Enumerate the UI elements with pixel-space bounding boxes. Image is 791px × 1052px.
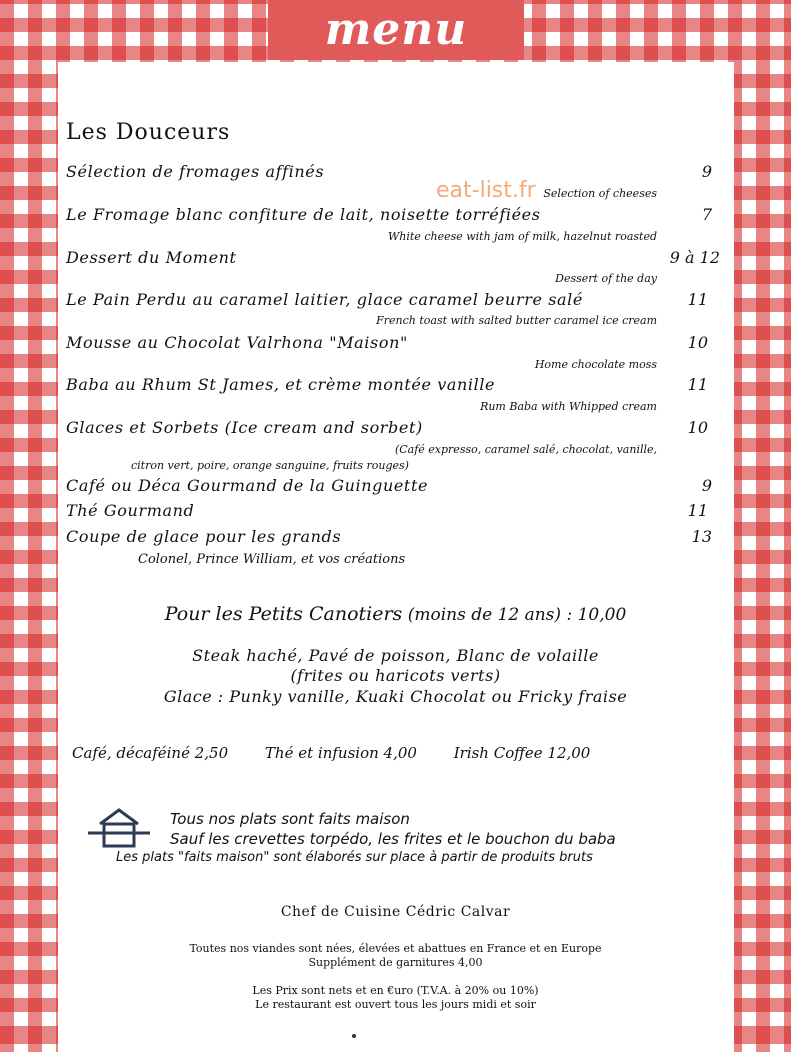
item-name: Baba au Rhum St James, et crème montée vanille [66, 375, 496, 394]
drink-irish-coffee: Irish Coffee 12,00 [453, 744, 591, 762]
menu-item [66, 501, 720, 523]
item-price: 13 [691, 527, 712, 546]
item-name: Le Pain Perdu au caramel laitier, glace caramel beurre salé [66, 290, 583, 309]
item-name: Coupe de glace pour les grands [66, 527, 342, 546]
item-price: 9 [701, 162, 712, 181]
menu-item [66, 162, 720, 184]
menu-item [66, 476, 720, 498]
item-price: 10 [687, 418, 708, 437]
footer-line: Le restaurant est ouvert tous les jours midi et soir [255, 998, 536, 1011]
kids-price: 10,00 [577, 605, 627, 625]
item-price: 9 à 12 [669, 248, 720, 267]
house-icon [88, 806, 150, 852]
item-name: Café ou Déca Gourmand de la Guinguette [66, 476, 429, 495]
item-price: 10 [687, 333, 708, 352]
item-desc: Dessert of the day [555, 272, 657, 285]
kids-age: (moins de 12 ans) : [407, 605, 573, 625]
item-desc: French toast with salted butter caramel ice cream [376, 314, 657, 327]
item-name: Glaces et Sorbets (Ice cream and sorbet) [66, 418, 423, 437]
item-desc: Rum Baba with Whipped cream [480, 400, 657, 413]
item-price: 11 [687, 375, 708, 394]
item-desc: Selection of cheeses [543, 187, 657, 200]
homemade-note: Les plats "faits maison" sont élaborés sur place à partir de produits bruts [116, 850, 593, 865]
item-price: 7 [701, 205, 712, 224]
item-name: Thé Gourmand [66, 501, 195, 520]
item-name: Mousse au Chocolat Valrhona "Maison" [66, 333, 408, 352]
item-price: 11 [687, 501, 708, 520]
drink-coffee: Café, décaféiné 2,50 [72, 744, 229, 762]
item-desc: White cheese with jam of milk, hazelnut roasted [387, 230, 657, 243]
menu-banner [268, 0, 524, 60]
menu-item [66, 333, 720, 355]
item-desc: citron vert, poire, orange sanguine, fruits rouges) [131, 459, 409, 472]
menu-item [66, 375, 720, 397]
menu-item [66, 527, 720, 549]
drink-tea: Thé et infusion 4,00 [264, 744, 417, 762]
item-price: 9 [701, 476, 712, 495]
kids-line: (frites ou haricots verts) [290, 666, 501, 685]
watermark: eat-list.fr [436, 178, 536, 203]
section-title: Les Douceurs [66, 120, 231, 145]
item-desc: Home chocolate moss [534, 358, 657, 371]
kids-line: Glace : Punky vanille, Kuaki Chocolat ou Fricky fraise [163, 687, 628, 706]
item-name: Sélection de fromages affinés [66, 162, 325, 181]
item-desc: (Café expresso, caramel salé, chocolat, vanille, [394, 443, 657, 456]
homemade-line: Sauf les crevettes torpédo, les frites et le bouchon du baba [170, 830, 616, 848]
kids-menu-heading [0, 603, 791, 625]
chef-name: Chef de Cuisine Cédric Calvar [280, 904, 511, 920]
menu-title: menu [324, 4, 468, 55]
item-name: Dessert du Moment [66, 248, 237, 267]
footer-dot [352, 1034, 356, 1038]
menu-item [66, 418, 720, 440]
footer-line: Toutes nos viandes sont nées, élevées et abattues en France et en Europe [189, 942, 602, 955]
item-desc: Colonel, Prince William, et vos créations [138, 552, 406, 567]
footer-line: Supplément de garnitures 4,00 [308, 956, 483, 969]
kids-title: Pour les Petits Canotiers [164, 603, 403, 625]
item-price: 11 [687, 290, 708, 309]
homemade-line: Tous nos plats sont faits maison [170, 810, 410, 828]
item-name: Le Fromage blanc confiture de lait, noisette torréfiées [66, 205, 541, 224]
menu-item [66, 290, 720, 312]
footer-line: Les Prix sont nets et en €uro (T.V.A. à 20% ou 10%) [252, 984, 539, 997]
menu-item [66, 205, 720, 227]
drinks-line [72, 744, 692, 762]
menu-item [66, 248, 720, 270]
kids-line: Steak haché, Pavé de poisson, Blanc de volaille [192, 646, 599, 665]
